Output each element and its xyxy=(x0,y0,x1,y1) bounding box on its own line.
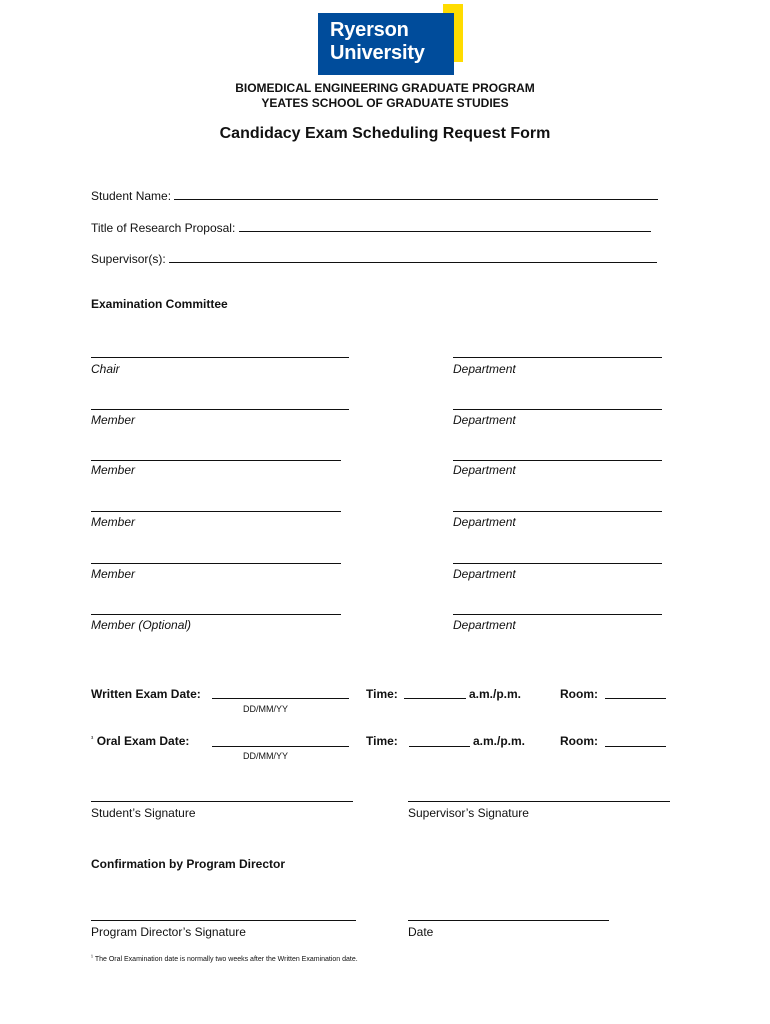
oral-footnote-marker: ¹ xyxy=(91,736,94,743)
student-name-label: Student Name: xyxy=(91,189,172,203)
oral-label-text: Oral Exam Date: xyxy=(96,734,190,748)
logo-line-2: University xyxy=(330,42,425,64)
oral-exam-date-label xyxy=(91,734,189,748)
chair-label: Chair xyxy=(91,362,120,376)
chair-dept-line[interactable] xyxy=(453,357,662,358)
member2-name-line[interactable] xyxy=(91,460,341,461)
member1-dept-line[interactable] xyxy=(453,409,662,410)
optional-member-dept-line[interactable] xyxy=(453,614,662,615)
oral-time-label: Time: xyxy=(366,734,398,748)
written-room-label: Room: xyxy=(560,687,598,701)
member1-label: Member xyxy=(91,413,136,427)
date-label: Date xyxy=(408,925,434,939)
student-name-field[interactable] xyxy=(91,188,658,203)
oral-ampm: a.m./p.m. xyxy=(473,734,526,748)
student-signature-line[interactable] xyxy=(91,801,353,802)
logo-text xyxy=(330,19,425,65)
written-exam-date-label: Written Exam Date: xyxy=(91,687,201,701)
chair-name-line[interactable] xyxy=(91,357,349,358)
member3-label: Member xyxy=(91,515,136,529)
student-signature-label: Student’s Signature xyxy=(91,806,196,820)
member2-label: Member xyxy=(91,463,136,477)
member3-dept-line[interactable] xyxy=(453,511,662,512)
written-room-line[interactable] xyxy=(605,698,666,699)
research-title-field[interactable] xyxy=(91,220,651,235)
footnote-marker: ¹ xyxy=(91,955,93,961)
program-name: BIOMEDICAL ENGINEERING GRADUATE PROGRAM xyxy=(235,81,535,95)
chair-dept-label: Department xyxy=(453,362,516,376)
research-title-label: Title of Research Proposal: xyxy=(91,221,236,235)
confirmation-heading: Confirmation by Program Director xyxy=(91,857,286,871)
member1-name-line[interactable] xyxy=(91,409,349,410)
oral-room-line[interactable] xyxy=(605,746,666,747)
written-time-line[interactable] xyxy=(404,698,466,699)
research-title-line[interactable] xyxy=(239,220,651,232)
oral-room-label: Room: xyxy=(560,734,598,748)
school-name: YEATES SCHOOL OF GRADUATE STUDIES xyxy=(261,96,509,110)
optional-member-label: Member (Optional) xyxy=(91,618,192,632)
optional-member-name-line[interactable] xyxy=(91,614,341,615)
supervisors-line[interactable] xyxy=(169,251,657,263)
member2-dept-line[interactable] xyxy=(453,460,662,461)
member4-dept-line[interactable] xyxy=(453,563,662,564)
footnote xyxy=(91,955,358,963)
oral-date-format: DD/MM/YY xyxy=(243,751,288,761)
optional-member-dept-label: Department xyxy=(453,618,516,632)
oral-time-line[interactable] xyxy=(409,746,470,747)
supervisors-label: Supervisor(s): xyxy=(91,252,166,266)
member3-name-line[interactable] xyxy=(91,511,341,512)
written-ampm: a.m./p.m. xyxy=(469,687,522,701)
student-name-line[interactable] xyxy=(174,188,658,200)
member4-label: Member xyxy=(91,567,136,581)
member1-dept-label: Department xyxy=(453,413,516,427)
written-date-format: DD/MM/YY xyxy=(243,704,288,714)
committee-heading: Examination Committee xyxy=(91,297,228,311)
date-line[interactable] xyxy=(408,920,609,921)
supervisor-signature-line[interactable] xyxy=(408,801,670,802)
logo-line-1: Ryerson xyxy=(330,19,409,41)
oral-exam-date-line[interactable] xyxy=(212,746,349,747)
supervisors-field[interactable] xyxy=(91,251,657,266)
written-time-label: Time: xyxy=(366,687,398,701)
member4-name-line[interactable] xyxy=(91,563,341,564)
form-title: Candidacy Exam Scheduling Request Form xyxy=(219,125,551,142)
member4-dept-label: Department xyxy=(453,567,516,581)
member3-dept-label: Department xyxy=(453,515,516,529)
director-signature-label: Program Director’s Signature xyxy=(91,925,246,939)
member2-dept-label: Department xyxy=(453,463,516,477)
written-exam-date-line[interactable] xyxy=(212,698,349,699)
director-signature-line[interactable] xyxy=(91,920,356,921)
supervisor-signature-label: Supervisor’s Signature xyxy=(408,806,529,820)
footnote-text: The Oral Examination date is normally two weeks after the Written Examination date. xyxy=(94,956,358,963)
